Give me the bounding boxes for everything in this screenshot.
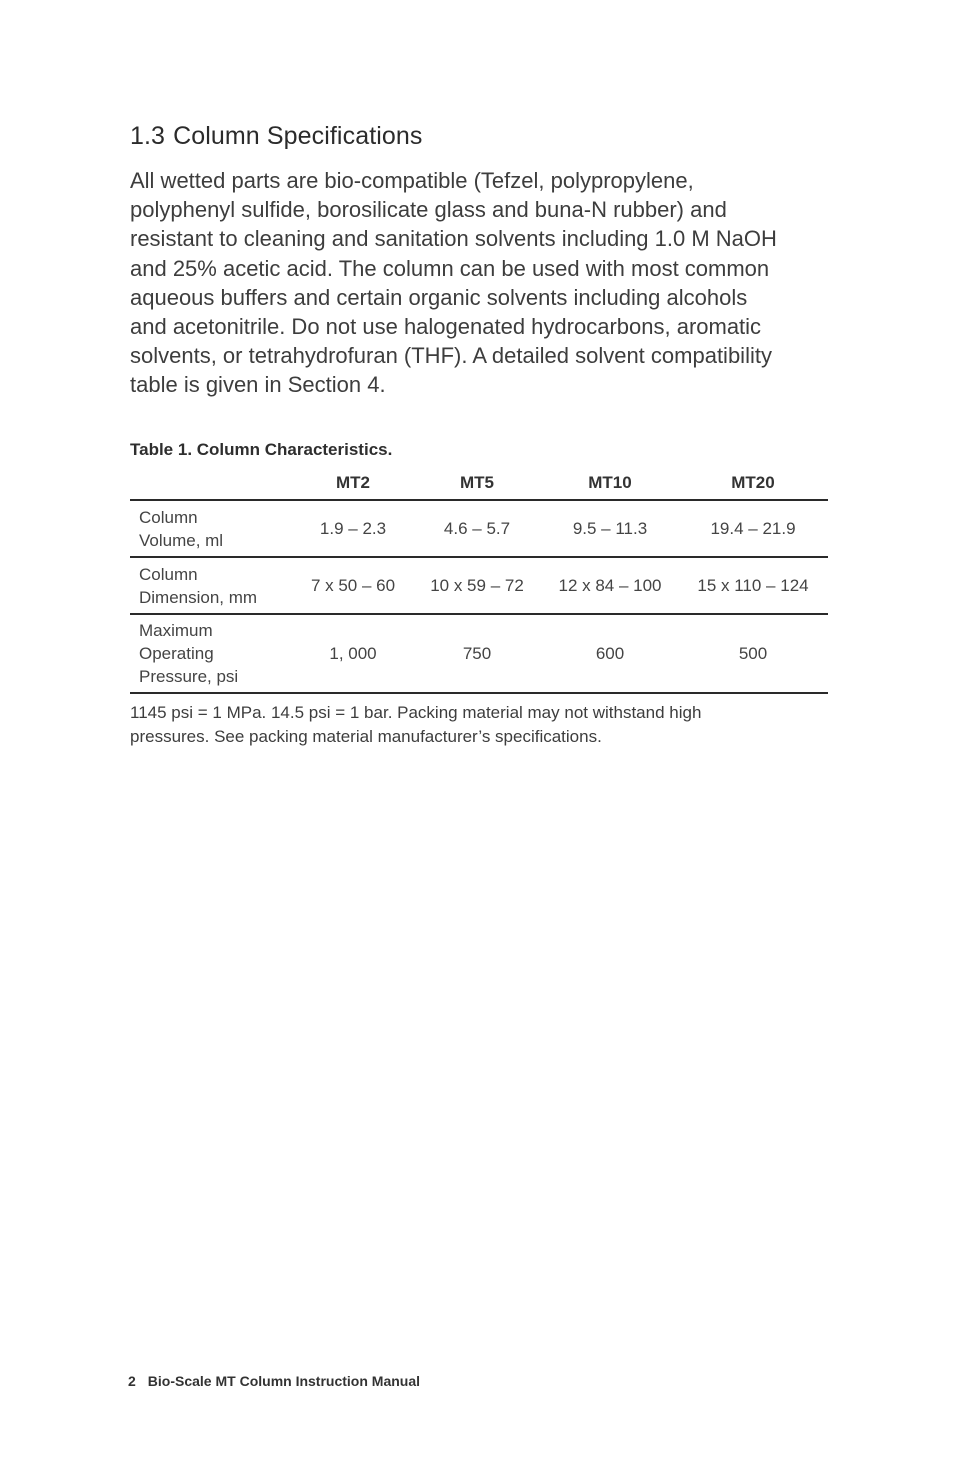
table-cell: 10 x 59 – 72 xyxy=(412,557,542,614)
table-caption: Table 1. Column Characteristics. xyxy=(130,440,393,459)
row-label-line: Maximum xyxy=(139,621,213,640)
table-cell: 7 x 50 – 60 xyxy=(294,557,412,614)
section-number: 1.3 xyxy=(130,122,166,150)
paragraph-line: and acetonitrile. Do not use halogenated hydrocarbons, aromatic xyxy=(130,314,762,340)
column-characteristics-table xyxy=(130,466,828,694)
paragraph-line: solvents, or tetrahydrofuran (THF). A detailed solvent compatibility xyxy=(130,343,772,369)
paragraph-line: All wetted parts are bio-compatible (Tefzel, polypropylene, xyxy=(130,168,694,193)
row-label-line: Pressure, psi xyxy=(139,667,239,686)
paragraph-line: table is given in Section 4. xyxy=(130,372,386,398)
table-cell: 600 xyxy=(542,614,678,693)
footnote-line: pressures. See packing material manufacturer’s specifications. xyxy=(130,727,602,746)
header-cell-mt10: MT10 xyxy=(542,466,678,500)
table-cell: 750 xyxy=(412,614,542,693)
table-cell: 4.6 – 5.7 xyxy=(412,500,542,557)
table-cell: 1.9 – 2.3 xyxy=(294,500,412,557)
manual-title: Bio-Scale MT Column Instruction Manual xyxy=(147,1373,421,1389)
row-label-line: Operating xyxy=(139,644,214,663)
row-label-line: Column xyxy=(139,507,198,527)
table-row xyxy=(130,500,828,557)
row-label-line: Volume, ml xyxy=(139,530,224,550)
table-header-row xyxy=(130,466,828,500)
header-cell-mt5: MT5 xyxy=(412,466,542,500)
row-label-line: Column xyxy=(139,564,198,584)
paragraph-line: aqueous buffers and certain organic solvents including alcohols xyxy=(130,284,748,310)
intro-paragraph xyxy=(130,166,830,400)
section-heading xyxy=(130,122,423,151)
paragraph-line: polyphenyl sulfide, borosilicate glass and buna-N rubber) and xyxy=(130,197,727,223)
header-cell-mt20: MT20 xyxy=(678,466,828,500)
row-label-column-dimension xyxy=(130,557,294,614)
row-label-line: Dimension, mm xyxy=(139,587,258,607)
table-cell: 9.5 – 11.3 xyxy=(542,500,678,557)
row-label-column-volume xyxy=(130,500,294,557)
header-cell-mt2: MT2 xyxy=(294,466,412,500)
table-row xyxy=(130,557,828,614)
table-cell: 500 xyxy=(678,614,828,693)
page-number: 2 xyxy=(128,1373,136,1389)
header-cell-empty xyxy=(130,466,294,500)
table-cell: 12 x 84 – 100 xyxy=(542,557,678,614)
table-row xyxy=(130,614,828,693)
footnote-line: 1145 psi = 1 MPa. 14.5 psi = 1 bar. Packing material may not withstand high xyxy=(130,703,702,722)
paragraph-line: resistant to cleaning and sanitation solvents including 1.0 M NaOH xyxy=(130,226,777,252)
table-cell: 1, 000 xyxy=(294,614,412,693)
row-label-max-pressure xyxy=(130,614,294,693)
table-cell: 15 x 110 – 124 xyxy=(678,557,828,614)
table-footnote xyxy=(130,701,830,749)
page-footer xyxy=(128,1373,420,1389)
table-cell: 19.4 – 21.9 xyxy=(678,500,828,557)
section-title: Column Specifications xyxy=(173,122,423,150)
paragraph-line: and 25% acetic acid. The column can be used with most common xyxy=(130,255,770,281)
